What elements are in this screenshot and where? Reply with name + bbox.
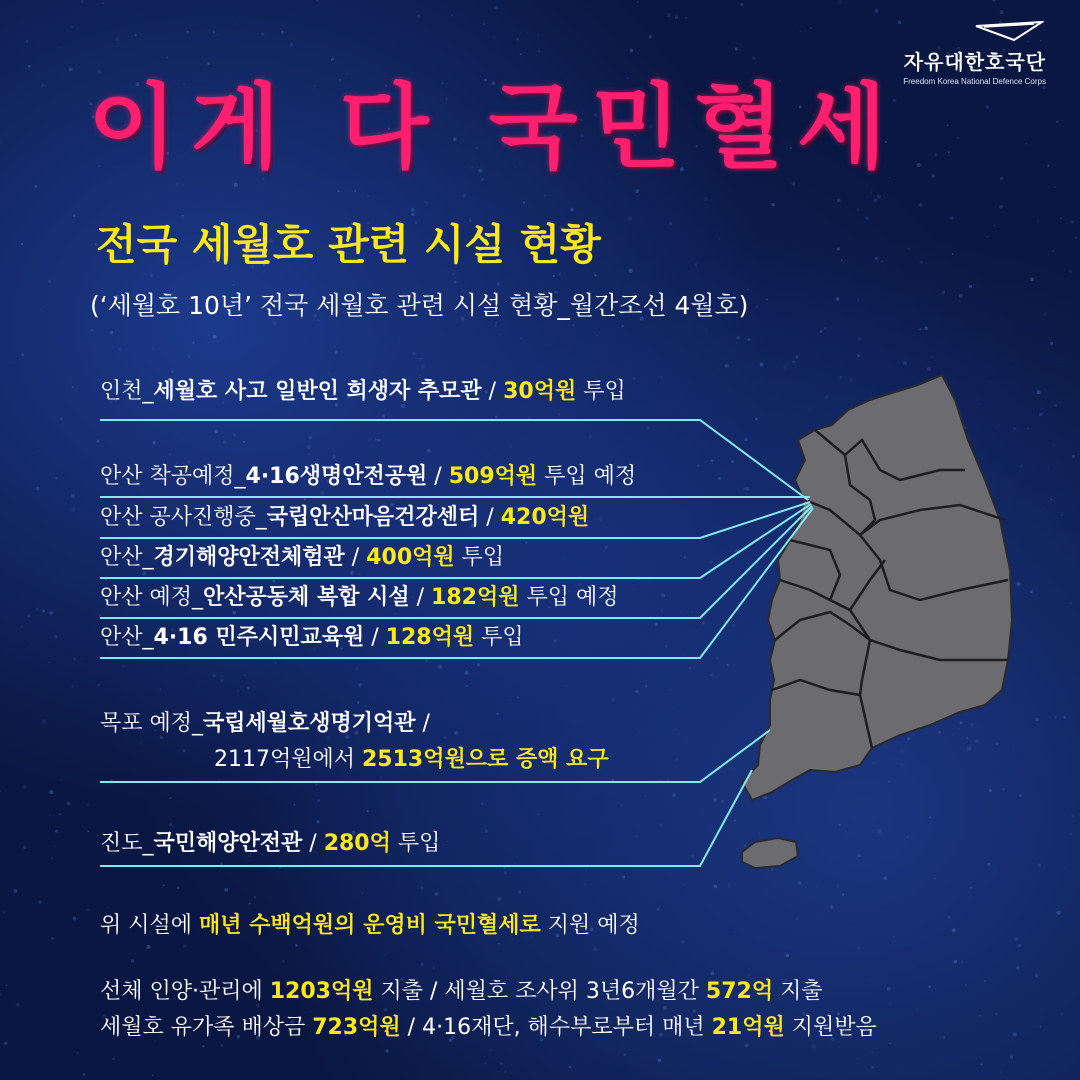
map-landmass: [742, 375, 1012, 868]
facility-item-mokpo: 목포 예정_국립세월호생명기억관 /: [100, 711, 430, 736]
jeju-island: [742, 838, 798, 868]
facility-item: 안산 공사진행중_국립안산마음건강센터 / 420억원: [100, 505, 590, 530]
facility-item: 인천_세월호 사고 일반인 희생자 추모관 / 30억원 투입: [100, 379, 626, 404]
subtitle: 전국 세월호 관련 시설 현황: [96, 220, 601, 269]
operating-cost-note: 위 시설에 매년 수백억원의 운영비 국민혈세로 지원 예정: [100, 913, 640, 938]
cost-summary-line-2: 세월호 유가족 배상금 723억원 / 4·16재단, 해수부로부터 매년 21억원 지원받음: [100, 1015, 877, 1040]
facility-item-mokpo-detail: 2117억원에서 2513억원으로 증액 요구: [214, 747, 609, 772]
facility-item: 안산_4·16 민주시민교육원 / 128억원 투입: [100, 625, 524, 650]
source-caption: (‘세월호 10년’ 전국 세월호 관련 시설 현황_월간조선 4월호): [90, 291, 749, 320]
facility-item: 안산 예정_안산공동체 복합 시설 / 182억원 투입 예정: [100, 585, 619, 610]
cost-summary-line-1: 선체 인양·관리에 1203억원 지출 / 세월호 조사위 3년6개월간 572억 지출: [100, 979, 823, 1004]
headline: 이게 다 국민혈세: [88, 74, 901, 181]
brand-subtitle: Freedom Korea National Defence Corps: [903, 77, 1046, 86]
facility-item: 안산 착공예정_4·16생명안전공원 / 509억원 투입 예정: [100, 464, 637, 489]
facility-item: 안산_경기해양안전체험관 / 400억원 투입: [100, 545, 505, 570]
brand-name: 자유대한호국단: [903, 50, 1046, 74]
facility-item-jindo: 진도_국민해양안전관 / 280억 투입: [100, 831, 441, 856]
